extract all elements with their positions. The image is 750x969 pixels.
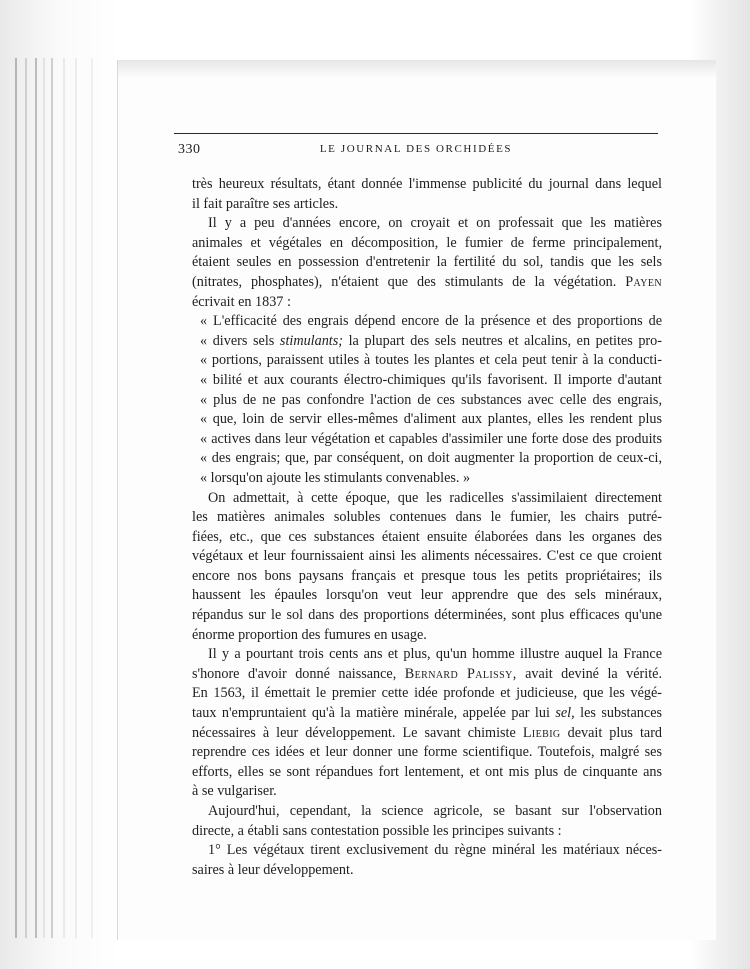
principle-item-1 — [192, 841, 662, 880]
text-line: reprendre ces idées et leur donner une forme scientifique. Toutefois, malgré ses — [192, 744, 662, 761]
text-line — [192, 724, 662, 744]
page-edges — [14, 58, 104, 938]
paragraph-palissy — [192, 645, 662, 802]
text-line — [192, 704, 662, 724]
text-line: encore nos bons paysans français et presque tous les petits propriétaires; ils — [192, 567, 662, 584]
text-line: En 1563, il émettait le premier cette idée profonde et judicieuse, que les végé- — [192, 685, 662, 702]
text-fragment: (nitrates, phosphates), n'étaient que des stimulants de la végétation. — [192, 273, 617, 290]
quotation-block — [192, 312, 662, 488]
italic-term: stimulants; — [279, 332, 343, 349]
text-line: Aujourd'hui, cependant, la science agricole, se basant sur l'observation — [208, 803, 662, 819]
text-line: étaient seules en possession d'entretenir la fertilité du sol, tandis que les sels — [192, 254, 662, 271]
page-number: 330 — [178, 142, 201, 157]
text-line: fiées, etc., que ces substances étaient ensuite élaborées dans les organes des — [192, 528, 662, 545]
quote-line: « L'efficacité des engrais dépend encore de la présence et des proportions de — [200, 313, 662, 330]
text-line: On admettait, à cette époque, que les radicelles s'assimilaient directement — [208, 489, 662, 506]
header-rule — [174, 133, 658, 134]
text-line: écrivait en 1837 : — [192, 293, 291, 310]
text-line: répandus sur le sol dans des proportions déterminées, sont plus efficaces qu'une — [192, 607, 662, 624]
text-line: il fait paraître ses articles. — [192, 195, 339, 212]
quote-line: « plus de ne pas confondre l'action de ces substances avec celle des engrais, — [200, 391, 662, 408]
text-line: haussent les épaules lorsqu'on veut leur apprendre que des sels minéraux, — [192, 587, 662, 604]
quote-line: « des engrais; que, par conséquent, on doit augmenter la proportion de ceux-ci, — [200, 450, 662, 467]
author-name-palissy: Bernard Palissy, — [404, 665, 517, 682]
text-line: à se vulgariser. — [192, 783, 277, 800]
paragraph-continuation — [192, 175, 662, 214]
italic-term: sel, — [555, 705, 575, 722]
text-fragment: taux n'empruntaient qu'à la matière minérale, appelée par lui — [192, 705, 550, 722]
text-line: efforts, elles se sont répandues fort lentement, et ont mis plus de cinquante ans — [192, 763, 662, 780]
text-fragment: devait plus tard — [567, 724, 663, 741]
quote-line: « bilité et aux courants électro-chimiques qu'ils favorisent. Il importe d'autant — [200, 371, 662, 388]
text-fragment: avait deviné la vérité. — [525, 665, 663, 682]
text-line: Il y a pourtant trois cents ans et plus, qu'un homme illustre auquel la France — [208, 646, 662, 663]
author-name-liebig: Liebig — [522, 724, 561, 741]
article-body — [192, 175, 662, 880]
running-title: LE JOURNAL DES ORCHIDÉES — [319, 143, 513, 155]
text-line: 1° Les végétaux tirent exclusivement du règne minéral les matériaux néces- — [208, 842, 662, 859]
text-line — [192, 665, 662, 685]
text-fragment: « divers sels — [200, 332, 275, 349]
paragraph-principles — [192, 802, 662, 841]
quote-line: « actives dans leur végétation et capables d'assimiler une forte dose des produits — [200, 430, 662, 447]
text-line: les matières animales solubles contenues dans le fumier, les chairs putré- — [192, 509, 662, 526]
text-line: directe, a établi sans contestation possible les principes suivants : — [192, 822, 562, 839]
page-header — [174, 133, 658, 163]
text-line: Il y a peu d'années encore, on croyait et on professait que les matières — [208, 215, 662, 232]
quote-line — [192, 332, 662, 352]
paragraph-payen-intro — [192, 214, 662, 312]
text-fragment: la plupart des sels neutres et alcalins, en petites pro- — [348, 332, 662, 349]
text-line: animales et végétales en décomposition, le fumier de ferme principalement, — [192, 234, 662, 251]
text-line: énorme proportion des fumures en usage. — [192, 626, 427, 643]
text-line: très heureux résultats, étant donnée l'immense publicité du journal dans lequel — [192, 176, 662, 192]
page-shadow — [118, 60, 716, 78]
text-fragment: les substances — [580, 705, 663, 722]
text-line: végétaux et leur fournissaient ainsi les aliments nécessaires. C'est ce que croient — [192, 548, 662, 565]
quote-line: « que, loin de servir elles-mêmes d'aliment aux plantes, elles les rendent plus — [200, 411, 662, 428]
text-line — [192, 273, 662, 293]
text-fragment: nécessaires à leur développement. Le savant chimiste — [192, 724, 516, 741]
author-name-payen: Payen — [625, 273, 662, 290]
text-line: saires à leur développement. — [192, 861, 354, 878]
quote-line: « lorsqu'on ajoute les stimulants convenables. » — [200, 469, 471, 486]
paragraph-radicelles — [192, 489, 662, 646]
text-fragment: s'honore d'avoir donné naissance, — [192, 665, 397, 682]
quote-line: « portions, paraissent utiles à toutes les plantes et cela peut tenir à la conducti- — [200, 352, 662, 369]
